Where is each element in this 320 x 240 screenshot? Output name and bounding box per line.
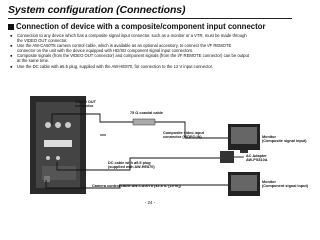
label-dc-cable: DC cable with ø5.5 plug (supplied with AW-HE870): [108, 161, 155, 170]
list-item: ● Composite signals (from the VIDEO OUT connector) and component signals (from the I/F REMOTE connector) can be output: [10, 53, 249, 59]
list-item: connector on the unit with the device equipped with HD/SD component signal input connectors.: [17, 48, 194, 54]
label-camera-cable: Camera control cable AW-CA50T8 (32.8 ft. [10 m]): [92, 184, 181, 188]
list-item: ● Connection to any device which has a composite signal input connector, such as a monitor or a VTR, must be made through: [10, 33, 247, 38]
label-monitor-component: Monitor (Component signal input): [262, 180, 308, 189]
monitor-composite-icon: [228, 124, 260, 153]
list-item: ● Use the AW-CA50T8 camera control cable, which is available as an optional accessory, to connect the I/F REMOTE: [10, 43, 232, 49]
page-title: System configuration (Connections): [8, 4, 186, 16]
label-ac-adapter: AC Adapter AW-PS510A: [246, 154, 268, 163]
list-item: at the same time.: [17, 58, 50, 64]
page-number: - 24 -: [144, 200, 156, 205]
list-item: ● Use the DC cable with ø5.5 plug, supplied with the AW-HE870, for connection to the 12 V input connector.: [10, 63, 213, 69]
label-monitor-composite: Monitor (Composite signal input): [262, 135, 307, 144]
monitor-component-icon: [228, 172, 260, 196]
label-coax-cable: 75 Ω coaxial cable: [130, 111, 164, 115]
label-video-out: VIDEO OUT connector: [75, 100, 96, 109]
label-composite-input: Composite video input connector (VIDEO IN): [163, 131, 204, 140]
section-title: Connection of device with a composite/component input connector: [16, 22, 266, 31]
coax-connector-icon: [133, 119, 155, 125]
list-item: the VIDEO OUT connector.: [17, 38, 68, 44]
camera-icon: [30, 96, 86, 194]
